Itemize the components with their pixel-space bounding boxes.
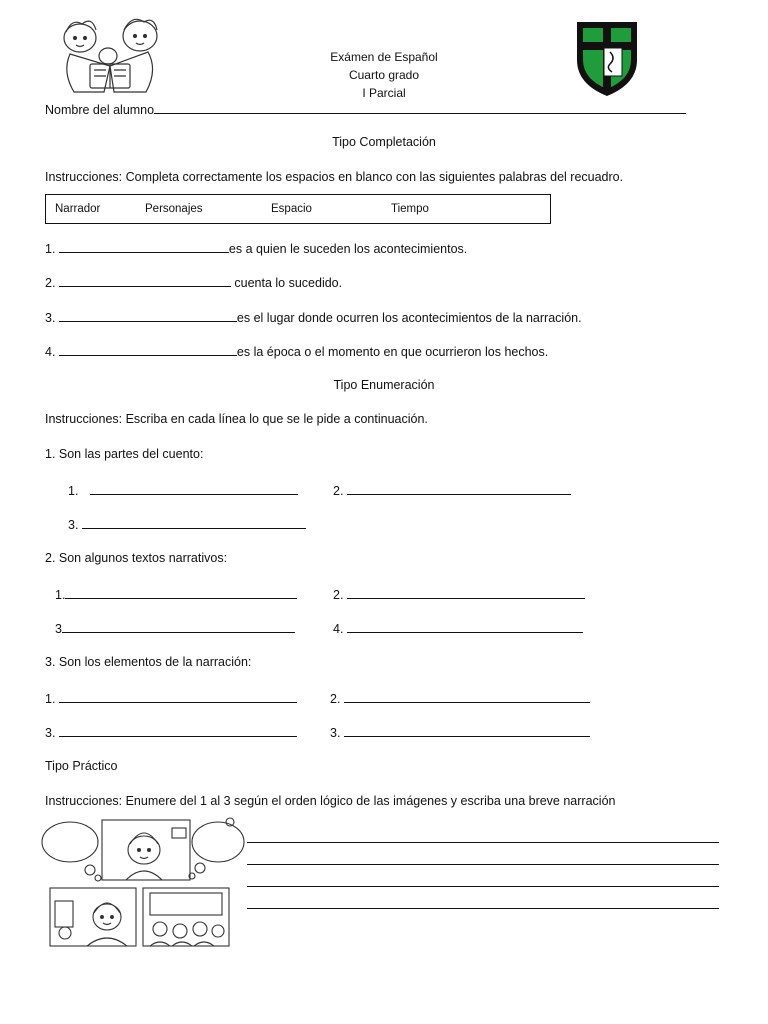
student-name-label: Nombre del alumno <box>45 103 155 117</box>
answer-row <box>68 482 298 498</box>
item-text: cuenta lo sucedido. <box>230 276 343 290</box>
blank-field[interactable] <box>59 240 229 253</box>
enumeration-question-2: 2. Son algunos textos narrativos: <box>45 551 228 565</box>
section-enumeration-title: Tipo Enumeración <box>333 378 435 392</box>
blank-field[interactable] <box>59 343 237 356</box>
section-completion-title: Tipo Completación <box>332 135 436 149</box>
answer-number: 1. <box>55 588 66 602</box>
answer-field[interactable] <box>82 516 306 529</box>
narration-line[interactable] <box>247 842 719 843</box>
answer-row <box>45 724 297 740</box>
exam-period: I Parcial <box>362 86 406 100</box>
exam-grade: Cuarto grado <box>348 68 420 82</box>
story-panel-3 <box>142 887 230 947</box>
narration-line[interactable] <box>247 908 719 909</box>
answer-field[interactable] <box>59 690 297 703</box>
blank-field[interactable] <box>59 274 231 287</box>
answer-row <box>330 724 590 740</box>
enumeration-question-1: 1. Son las partes del cuento: <box>45 447 204 461</box>
section-practical-instructions: Instrucciones: Enumere del 1 al 3 según el orden lógico de las imágenes y escriba una breve narración <box>45 794 616 808</box>
completion-item <box>45 274 342 290</box>
narration-line[interactable] <box>247 864 719 865</box>
children-reading-illustration <box>50 14 178 96</box>
blank-field[interactable] <box>59 309 237 322</box>
answer-field[interactable] <box>347 586 585 599</box>
answer-number: 3. <box>68 518 79 532</box>
section-completion-instructions: Instrucciones: Completa correctamente los espacios en blanco con las siguientes palabras del recuadro. <box>45 170 624 184</box>
answer-field[interactable] <box>59 724 297 737</box>
item-text: es a quien le suceden los acontecimientos. <box>228 242 468 256</box>
answer-row <box>333 586 585 602</box>
word-bank-item: Narrador <box>55 203 101 215</box>
answer-row <box>333 482 571 498</box>
item-number: 1. <box>45 242 56 256</box>
word-bank-item: Espacio <box>271 203 312 215</box>
answer-number: 3 <box>55 622 62 636</box>
item-number: 2. <box>45 276 56 290</box>
item-number: 3. <box>45 311 56 325</box>
word-bank-item: Tiempo <box>391 203 429 215</box>
enumeration-question-3: 3. Son los elementos de la narración: <box>45 655 252 669</box>
answer-field[interactable] <box>344 690 590 703</box>
student-name-row <box>45 101 686 117</box>
answer-field[interactable] <box>90 482 298 495</box>
answer-number: 1. <box>45 692 56 706</box>
exam-header <box>300 48 468 102</box>
answer-row <box>55 620 295 636</box>
answer-field[interactable] <box>347 620 583 633</box>
story-panel-1 <box>40 814 246 884</box>
section-practical-title: Tipo Práctico <box>45 759 118 773</box>
answer-number: 2. <box>333 484 344 498</box>
answer-field[interactable] <box>344 724 590 737</box>
completion-item <box>45 343 548 359</box>
completion-item <box>45 309 582 325</box>
answer-row <box>333 620 583 636</box>
completion-item <box>45 240 467 256</box>
narration-line[interactable] <box>247 886 719 887</box>
word-bank-box <box>45 194 551 224</box>
answer-number: 3. <box>45 726 56 740</box>
answer-field[interactable] <box>62 620 295 633</box>
story-panel-2 <box>49 887 137 947</box>
student-name-field[interactable] <box>154 101 686 114</box>
exam-title: Exámen de Español <box>330 50 438 64</box>
answer-field[interactable] <box>347 482 571 495</box>
answer-field[interactable] <box>65 586 297 599</box>
school-shield-logo <box>574 18 640 98</box>
answer-number: 4. <box>333 622 344 636</box>
answer-row <box>330 690 590 706</box>
item-text: es la época o el momento en que ocurrieron los hechos. <box>236 345 549 359</box>
answer-number: 2. <box>333 588 344 602</box>
answer-row <box>68 516 306 532</box>
word-bank-item: Personajes <box>145 203 203 215</box>
answer-number: 3. <box>330 726 341 740</box>
section-enumeration-instructions: Instrucciones: Escriba en cada línea lo que se le pide a continuación. <box>45 412 428 426</box>
item-text: es el lugar donde ocurren los acontecimientos de la narración. <box>236 311 582 325</box>
answer-number: 1. <box>68 484 79 498</box>
answer-number: 2. <box>330 692 341 706</box>
answer-row <box>55 586 297 602</box>
answer-row <box>45 690 297 706</box>
item-number: 4. <box>45 345 56 359</box>
